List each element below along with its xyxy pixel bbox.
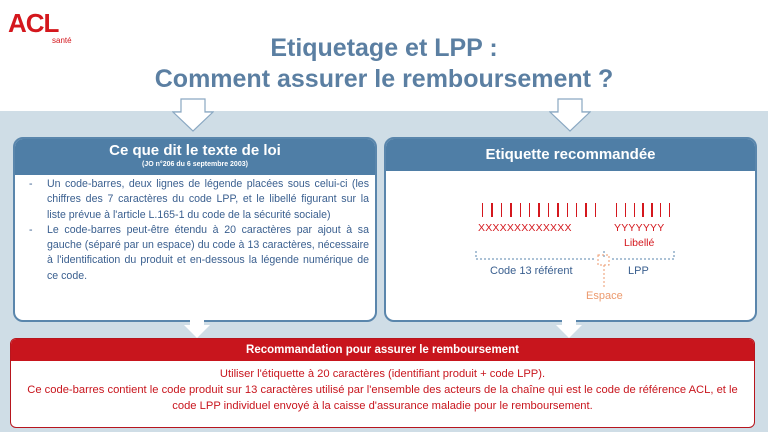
lpp-digits: YYYYYYY — [614, 222, 665, 234]
lpp-label: LPP — [628, 265, 649, 277]
down-arrow-icon — [172, 98, 214, 132]
recommendation-line2: Ce code-barres contient le code produit sur 13 caractères utilisé par l'ensemble des acteurs de la chaîne qui est le code de référence ACL, et le code LPP individuel envoyé à la caisse d'assurance maladie pour le remboursement. — [27, 384, 738, 412]
dash-icon: - — [29, 223, 33, 236]
law-text-bullets — [25, 177, 369, 284]
recommendation-box — [10, 338, 755, 428]
dash-icon: - — [29, 178, 33, 190]
law-text-heading: Ce que dit le texte de loi — [109, 142, 281, 159]
recommendation-heading: Recommandation pour assurer le remboursement — [11, 339, 754, 361]
recommendation-line1: Utiliser l'étiquette à 20 caractères (identifiant produit + code LPP). — [219, 368, 546, 380]
down-arrow-icon — [549, 98, 591, 132]
bullet-text: Un code-barres, deux lignes de légende placées sous celui-ci (les chiffres des 7 caractères du code LPP, et le libellé figurant sur la liste prévue à l'article L.165-1 du code de la sécurité sociale) — [47, 178, 369, 221]
bracket-lines — [386, 171, 755, 320]
page-title-line1: Etiquetage et LPP : — [270, 34, 498, 62]
barcode-diagram — [386, 171, 755, 320]
recommendation-body — [11, 361, 754, 414]
logo-subtitle: santé — [52, 36, 72, 45]
libelle-text: Libellé — [624, 237, 655, 249]
down-arrow-icon — [183, 317, 211, 339]
recommended-label-panel — [384, 137, 757, 322]
list-item — [25, 223, 369, 284]
law-text-subheading: (JO n°206 du 6 septembre 2003) — [142, 161, 248, 168]
recommended-label-heading: Etiquette recommandée — [386, 139, 755, 171]
bullet-text: Le code-barres peut-être étendu à 20 caractères par ajout à sa gauche (séparé par un espace) du code à 13 caractères, nécessaire à l'identification du produit et en-dessous la légende numérique de ce code. — [47, 223, 369, 282]
list-item — [25, 177, 369, 223]
law-text-panel — [13, 137, 377, 322]
code13-label: Code 13 référent — [490, 265, 573, 277]
down-arrow-icon — [555, 317, 583, 339]
space-label: Espace — [586, 290, 623, 302]
law-text-header — [15, 139, 375, 175]
logo-name: ACL — [8, 8, 59, 38]
code13-digits: XXXXXXXXXXXXX — [478, 222, 572, 234]
page-title-line2: Comment assurer le remboursement ? — [154, 65, 614, 93]
